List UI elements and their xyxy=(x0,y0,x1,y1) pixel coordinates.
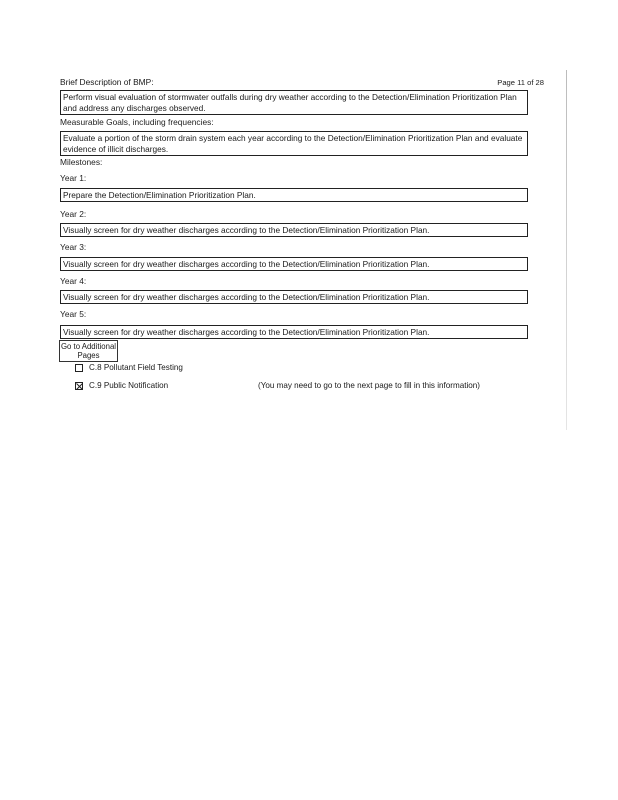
go-button-line-1: Go to Additional xyxy=(60,342,117,351)
go-to-additional-pages-button[interactable] xyxy=(59,340,118,362)
bmp-description-heading: Brief Description of BMP: xyxy=(60,77,154,87)
year-1-field[interactable]: Prepare the Detection/Elimination Prioritization Plan. xyxy=(60,188,528,202)
next-page-note: (You may need to go to the next page to fill in this information) xyxy=(258,381,480,390)
year-3-label: Year 3: xyxy=(60,242,87,252)
scan-edge-line xyxy=(566,70,567,430)
bmp-description-field[interactable]: Perform visual evaluation of stormwater outfalls during dry weather according to the Detection/Elimination Prioritization Plan and address any discharges observed. xyxy=(60,90,528,115)
go-button-line-2: Pages xyxy=(77,351,100,360)
year-3-field[interactable]: Visually screen for dry weather discharges according to the Detection/Elimination Prioritization Plan. xyxy=(60,257,528,271)
public-notification-checkbox[interactable] xyxy=(75,382,83,390)
pollutant-field-testing-checkbox[interactable] xyxy=(75,364,83,372)
page-number: Page 11 of 28 xyxy=(497,78,544,87)
pollutant-field-testing-label: C.8 Pollutant Field Testing xyxy=(89,363,183,372)
year-5-field[interactable]: Visually screen for dry weather discharges according to the Detection/Elimination Prioritization Plan. xyxy=(60,325,528,339)
checkbox-row-public-notification[interactable] xyxy=(75,381,168,390)
year-2-label: Year 2: xyxy=(60,209,87,219)
public-notification-label: C.9 Public Notification xyxy=(89,381,169,390)
milestones-label: Milestones: xyxy=(60,157,103,167)
measurable-goals-label: Measurable Goals, including frequencies: xyxy=(60,117,214,127)
year-4-label: Year 4: xyxy=(60,276,87,286)
year-4-field[interactable]: Visually screen for dry weather discharges according to the Detection/Elimination Prioritization Plan. xyxy=(60,290,528,304)
page-header xyxy=(60,77,544,89)
checkbox-row-pollutant-field-testing[interactable] xyxy=(75,363,183,372)
year-2-field[interactable]: Visually screen for dry weather discharges according to the Detection/Elimination Prioritization Plan. xyxy=(60,223,528,237)
measurable-goals-field[interactable]: Evaluate a portion of the storm drain system each year according to the Detection/Elimination Prioritization Plan and evaluate evidence of illicit discharges. xyxy=(60,131,528,156)
year-1-label: Year 1: xyxy=(60,173,87,183)
checked-x-icon xyxy=(76,383,84,391)
year-5-label: Year 5: xyxy=(60,309,87,319)
